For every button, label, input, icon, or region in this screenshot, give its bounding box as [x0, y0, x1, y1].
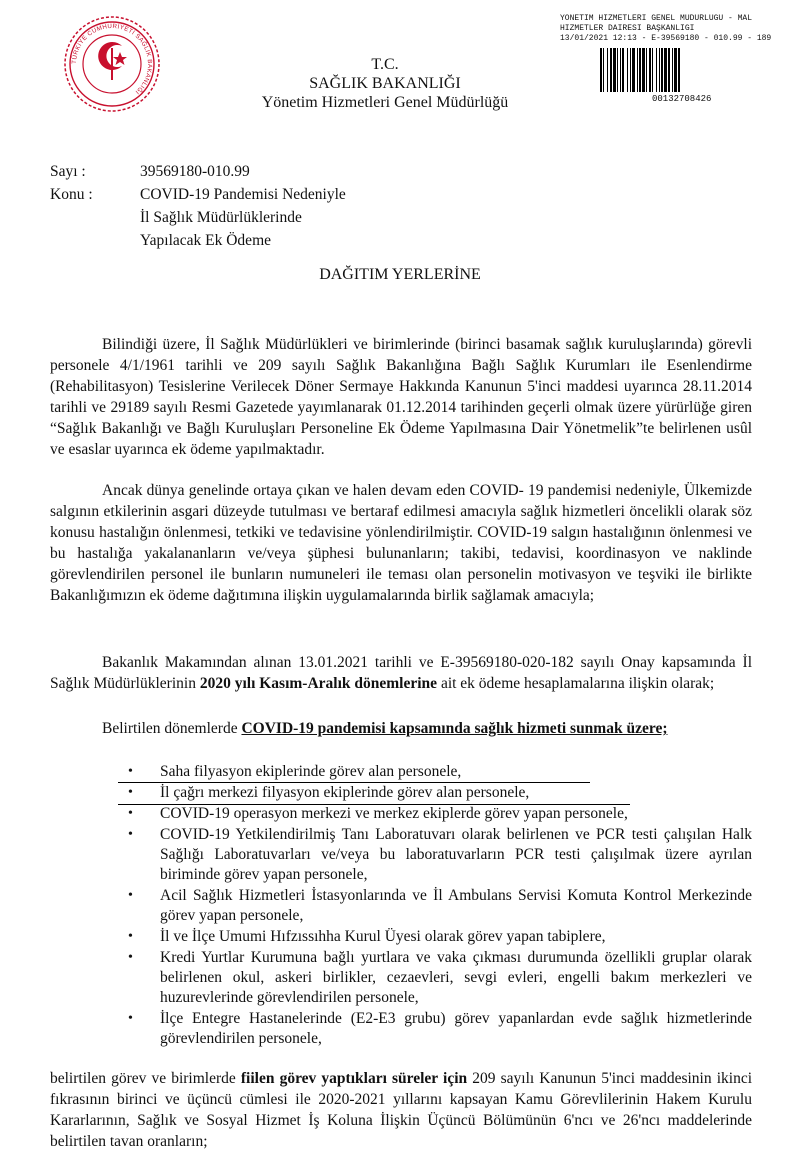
bullet-icon: • [128, 929, 133, 944]
barcode [600, 48, 750, 92]
paragraph-3: Bakanlık Makamından alınan 13.01.2021 tarihli ve E-39569180-020-182 sayılı Onay kapsamında İl Sağlık Müdürlüklerinin 2020 yılı Kasım-Aralık dönemlerine ait ek ödeme hesaplamalarına ilişkin olarak; [50, 654, 752, 692]
bullet-icon: • [128, 806, 133, 821]
bullet-icon: • [128, 785, 133, 800]
bullet-icon: • [128, 950, 133, 965]
list-item: • Kredi Yurtlar Kurumuna bağlı yurtlara ve vaka çıkması durumunda özellikli gruplar olarak belirlenen okul, askeri birlikler, cezaevleri, sevgi evleri, engelli bakım merkezleri ve huzurevlerinde görevlendirilen personele, [128, 949, 752, 1006]
list-item: • İl çağrı merkezi filyasyon ekiplerinde görev alan personele, [128, 784, 530, 801]
stamp-line-3: 13/01/2021 12:13 - E-39569180 - 010.99 - 189 [560, 34, 772, 43]
sayi-label: Sayı : [50, 163, 86, 180]
duration-emphasis: fiilen görev yaptıkları süreler için [240, 1070, 468, 1087]
logo-ring-text: TÜRKİYE CUMHURİYETİ SAĞLIK BAKANLIĞI [70, 22, 154, 96]
scope-emphasis: COVID-19 pandemisi kapsamında sağlık hizmeti sunmak üzere; [241, 720, 668, 737]
underline-rule [118, 804, 630, 805]
sayi-value: 39569180-010.99 [140, 163, 250, 180]
bullet-icon: • [128, 1011, 133, 1026]
konu-label: Konu : [50, 186, 93, 203]
stamp-line-1: YÖNETİM HİZMETLERİ GENEL MÜDÜRLÜĞÜ - MAL [560, 14, 753, 23]
header-tc: T.C. [371, 56, 399, 73]
konu-line-2: İl Sağlık Müdürlüklerinde [140, 209, 302, 226]
ministry-logo [62, 14, 162, 114]
recipients-heading: DAĞITIM YERLERİNE [319, 266, 481, 283]
header-ministry: SAĞLIK BAKANLIĞI [309, 75, 461, 92]
list-item: • Saha filyasyon ekiplerinde görev alan personele, [128, 763, 462, 780]
list-item: • COVID-19 operasyon merkezi ve merkez ekiplerde görev yapan personele, [128, 805, 628, 822]
konu-line-3: Yapılacak Ek Ödeme [140, 232, 272, 249]
eligible-personnel-list [128, 762, 752, 1050]
list-item: • COVID-19 Yetkilendirilmiş Tanı Laboratuvarı olarak belirlenen ve PCR testi çalışılan Halk Sağlığı Laboratuvarları ve/veya bu laboratuvarların PCR testi çalışılmak üzere ayrılan biriminde görev yapan personele, [128, 826, 752, 883]
konu-line-1: COVID-19 Pandemisi Nedeniyle [140, 186, 346, 203]
document-stamp [560, 14, 800, 104]
bullet-icon: • [128, 888, 133, 903]
underline-rule [118, 782, 590, 783]
stamp-line-2: HİZMETLER DAİRESİ BAŞKANLIĞI [560, 24, 695, 33]
letterhead [220, 55, 550, 112]
bullet-icon: • [128, 827, 133, 842]
barcode-bar [680, 48, 681, 92]
list-item: • İl ve İlçe Umumi Hıfzıssıhha Kurul Üyesi olarak görev yapan tabiplere, [128, 928, 606, 945]
document-meta [50, 160, 346, 252]
list-item: • İlçe Entegre Hastanelerinde (E2-E3 grubu) görev yapanlardan evde sağlık hizmetlerinde görevlendirilen personele, [128, 1010, 752, 1047]
list-item: • Acil Sağlık Hizmetleri İstasyonlarında ve İl Ambulans Servisi Komuta Kontrol Merkezinde görev yapan personele, [128, 887, 752, 924]
paragraph-2: Ancak dünya genelinde ortaya çıkan ve halen devam eden COVID- 19 pandemisi nedeniyle, Ülkemizde salgının etkilerinin asgari düzeyde tutulması ve bertaraf edilmesi amacıyla sağlık hizmetleri öncelikli olarak söz konusu hastalığın önlenmesi, tetkiki ve tedavisine yönlendirilmiştir. COVID-19 salgın hastalığının önlenmesi ve bu hastalığa yakalananların ve/veya şüphesi bulunanların; takibi, tedavisi, koordinasyon ve naklinde görevlendirilen personel ile bunların numuneleri ile teması olan personelin motivasyon ve teşviki ile birlikte Bakanlığımızın ek ödeme dağıtımına ilişkin uygulamalarında birlik sağlamak amacıyla; [50, 482, 752, 604]
paragraph-4: Belirtilen dönemlerde COVID-19 pandemisi kapsamında sağlık hizmeti sunmak üzere; [102, 720, 668, 737]
bullet-icon: • [128, 764, 133, 779]
paragraph-1: Bilindiği üzere, İl Sağlık Müdürlükleri ve birimlerinde (birinci basamak sağlık kuruluşlarında) görevli personele 4/1/1961 tarihli ve 209 sayılı Sağlık Bakanlığına Bağlı Sağlık Kurumları ile Esenlendirme (Rehabilitasyon) Tesislerine Verilecek Döner Sermaye Hakkında Kanunun 5'inci maddesi uyarınca 28.11.2014 tarihli ve 29189 sayılı Resmi Gazetede yayımlanarak 01.12.2014 tarihinden geçerli olmak üzere yürürlüğe giren “Sağlık Bakanlığı ve Bağlı Kuruluşları Personeline Ek Ödeme Yapılmasına Dair Yönetmelik”te belirlenen usûl ve esaslar uyarınca ek ödeme yapılmaktadır. [50, 336, 752, 458]
paragraph-final: belirtilen görev ve birimlerde fiilen görev yaptıkları süreler için 209 sayılı Kanunun 5'inci maddesinin ikinci fıkrasının birinci ve üçüncü cümlesi ile 2020-2021 yıllarını kapsayan Kamu Görevlilerinin Hakem Kurulu Kararlarının, Sağlık ve Sosyal Hizmet İş Koluna İlişkin Üçüncü Bölümünün 6'ncı ve 26'ncı maddelerinde belirtilen tavan oranların; [50, 1070, 753, 1150]
header-directorate: Yönetim Hizmetleri Genel Müdürlüğü [261, 94, 509, 111]
period-emphasis: 2020 yılı Kasım-Aralık dönemlerine [199, 675, 438, 692]
barcode-number: 00132708426 [652, 94, 712, 104]
